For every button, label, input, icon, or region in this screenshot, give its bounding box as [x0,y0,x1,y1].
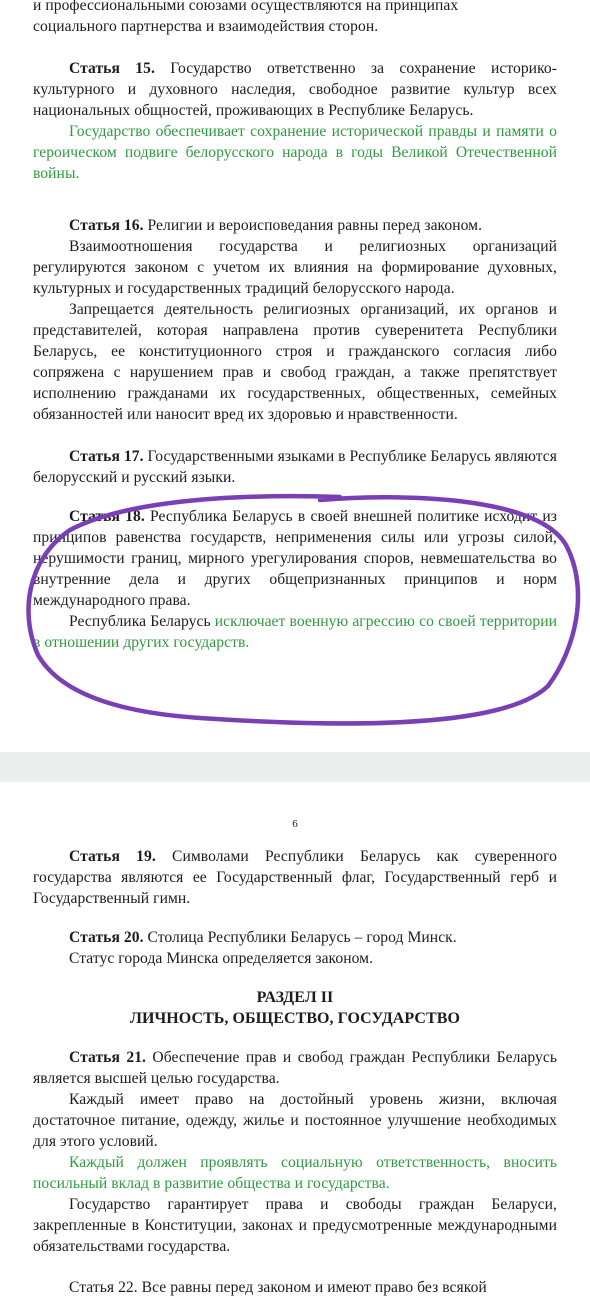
page-number: 6 [292,818,298,830]
article-22-partial: Статья 22. Все равны перед законом и имеют право без всякой [69,1279,487,1296]
article-20-text: Столица Республики Беларусь – город Минск. [147,929,457,946]
article-21-para-3-green: Каждый должен проявлять социальную ответственность, вносить посильный вклад в развитие общества и государства. [33,1154,557,1192]
article-16-heading: Статья 16. [69,217,144,234]
article-17-heading: Статья 17. [69,448,144,465]
article-15-green-text: Государство обеспечивает сохранение исторической правды и памяти о героическом подвиге белорусского народа в годы Великой Отечественной войны. [33,123,557,182]
article-21-para-4: Государство гарантирует права и свободы граждан Беларуси, закрепленные в Конституции, законах и предусмотренные международными обязательствами государства. [33,1196,557,1255]
article-15 [33,58,557,121]
article-18-para-2 [33,611,557,653]
article-18-heading: Статья 18. [69,508,145,525]
page-2-content [33,846,557,1298]
article-20-para-2: Статус города Минска определяется законом. [69,950,374,967]
article-20-heading: Статья 20. [69,929,144,946]
section-heading [33,987,557,1029]
article-21-heading: Статья 21. [69,1049,146,1066]
article-20 [33,927,557,948]
article-19-heading: Статья 19. [69,848,156,865]
intro-tail-line-1: и профессиональными союзами осуществляются на принципах [33,0,459,14]
article-15-text: Государство ответственно за сохранение историко-культурного и духовного наследия, свободное развитие культур всех национальных общностей, проживающих в Республике Беларусь. [33,60,557,119]
intro-tail-line-2: социального партнерства и взаимодействия сторон. [33,18,379,35]
article-18 [33,506,557,611]
article-17-text: Государственными языками в Республике Беларусь являются белорусский и русский языки. [33,448,557,486]
article-19-text: Символами Республики Беларусь как суверенного государства являются ее Государственный флаг, Государственный герб и Государственный гимн. [33,848,557,907]
article-18-text: Республика Беларусь в своей внешней политике исходит из принципов равенства государств, неприменения силы или угрозы силой, нерушимости границ, мирного урегулирования споров, невмешательства во внутренние дела и других общепризнанных принципов и норм международного права. [33,508,557,609]
section-title: ЛИЧНОСТЬ, ОБЩЕСТВО, ГОСУДАРСТВО [130,1010,460,1027]
article-16 [33,215,557,236]
article-16-para-2: Взаимоотношения государства и религиозных организаций регулируются законом с учетом их влияния на формирование духовных, культурных и государственных традиций белорусского народа. [33,238,557,297]
article-21-para-2: Каждый имеет право на достойный уровень жизни, включая достаточное питание, одежду, жилье и постоянное улучшение необходимых для этого условий. [33,1091,557,1150]
section-number: РАЗДЕЛ II [256,989,334,1006]
article-15-heading: Статья 15. [69,60,155,77]
article-16-text: Религии и вероисповедания равны перед законом. [147,217,483,234]
article-16-para-3: Запрещается деятельность религиозных организаций, их органов и представителей, которая направлена против суверенитета Республики Беларусь, ее конституционного строя и гражданского согласия либо сопряжена с нарушением прав и свобод граждан, а также препятствует исполнению гражданами их государственных, общественных, семейных обязанностей или наносит вред их здоровью и нравственности. [33,301,557,423]
article-18-para-2-plain: Республика Беларусь [69,613,211,630]
page-separator [0,752,590,782]
article-21 [33,1047,557,1089]
article-18-para-2-green: исключает военную агрессию со своей территории в отношении других государств. [33,613,557,651]
page-1-content [33,0,557,653]
article-17 [33,446,557,488]
article-19 [33,846,557,909]
article-21-text: Обеспечение прав и свобод граждан Республики Беларусь является высшей целью государства. [33,1049,557,1087]
